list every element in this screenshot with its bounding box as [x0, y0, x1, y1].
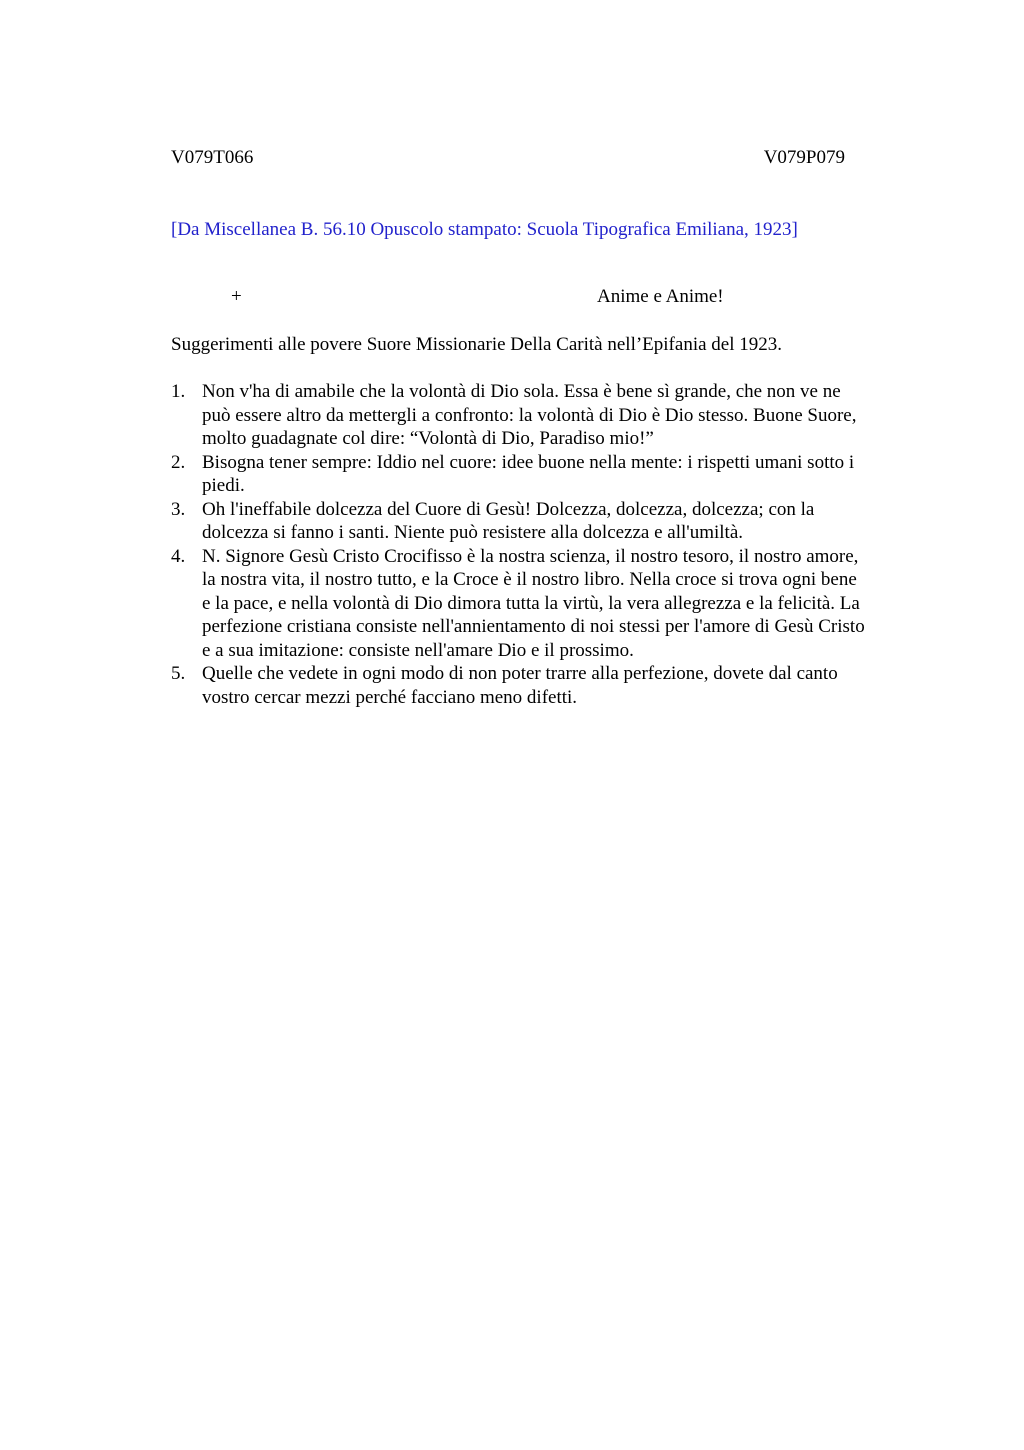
list-item-number: 1.: [171, 381, 186, 402]
intro-line: Suggerimenti alle povere Suore Missionarie Della Carità nell’Epifania del 1923.: [171, 334, 782, 355]
list-item: [171, 451, 926, 498]
list-item: [171, 498, 926, 545]
list-item-number: 4.: [171, 545, 186, 567]
list-item-number: 3.: [171, 498, 186, 520]
list-item-number: 2.: [171, 451, 186, 473]
list-item: [171, 545, 926, 663]
title-row: [171, 285, 871, 309]
list-item-text: Quelle che vedete in ogni modo di non poter trarre alla perfezione, dovete dal canto vostro cercar mezzi perché facciano meno difetti.: [202, 663, 838, 708]
list-item-text: Non v'ha di amabile che la volontà di Dio sola. Essa è bene sì grande, che non ve ne può essere altro da mettergli a confronto: la volontà di Dio è Dio stesso. Buone Suore, molto guadagnate col dire: “Volontà di Dio, Paradiso mio!”: [202, 381, 857, 449]
list-item-number: 5.: [171, 663, 186, 684]
document-code-right: V079P079: [763, 147, 845, 168]
document-code-left: V079T066: [171, 147, 254, 168]
list-item: [171, 662, 926, 709]
cross-mark: +: [231, 286, 242, 307]
source-note: [Da Miscellanea B. 56.10 Opuscolo stampato: Scuola Tipografica Emiliana, 1923]: [171, 219, 798, 240]
page-header: [171, 146, 845, 170]
list-item: [171, 380, 926, 451]
list-item-text: Oh l'ineffabile dolcezza del Cuore di Gesù! Dolcezza, dolcezza, dolcezza; con la dolcezza si fanno i santi. Niente può resistere alla dolcezza e all'umiltà.: [202, 498, 815, 543]
list-item-text: N. Signore Gesù Cristo Crocifisso è la nostra scienza, il nostro tesoro, il nostro amore, la nostra vita, il nostro tutto, e la Croce è il nostro libro. Nella croce si trova ogni bene e la pace, e nella volontà di Dio dimora tutta la virtù, la vera allegrezza e la felicità. La perfezione cristiana consiste nell'annientamento di noi stessi per l'amore di Gesù Cristo e a sua imitazione: consiste nell'amare Dio e il prossimo.: [202, 545, 865, 661]
list-item-text: Bisogna tener sempre: Iddio nel cuore: idee buone nella mente: i rispetti umani sotto i piedi.: [202, 451, 855, 496]
document-title: Anime e Anime!: [597, 286, 724, 307]
numbered-points-list: [171, 380, 926, 709]
